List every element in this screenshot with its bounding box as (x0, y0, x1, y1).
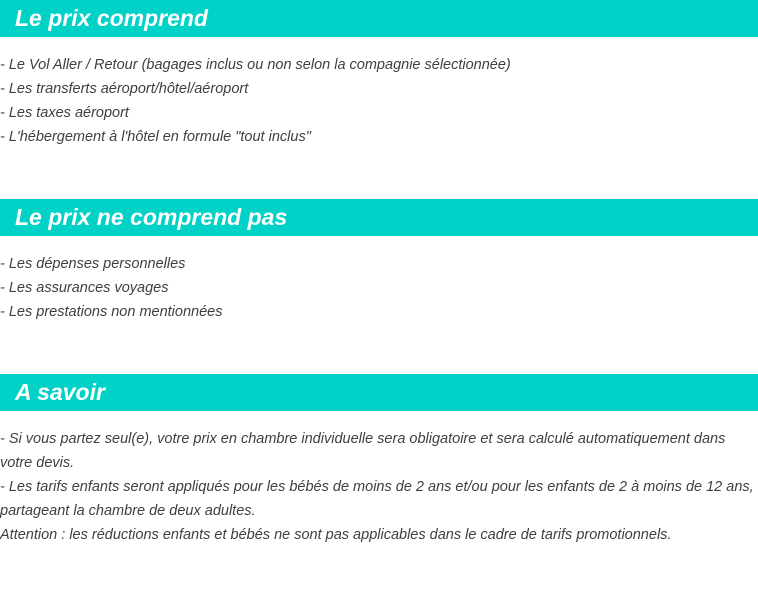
section-title-good-to-know: A savoir (0, 374, 758, 411)
list-item: - Les assurances voyages (0, 280, 169, 296)
list-item: - Le Vol Aller / Retour (bagages inclus ou non selon la compagnie sélectionnée) (0, 57, 511, 73)
section-title-included: Le prix comprend (0, 0, 758, 37)
list-item: - L'hébergement à l'hôtel en formule "tout inclus" (0, 129, 311, 145)
good-to-know-list (0, 427, 756, 547)
list-item: - Si vous partez seul(e), votre prix en chambre individuelle sera obligatoire et sera calculé automatiquement dans votre devis. (0, 431, 726, 471)
list-item: - Les tarifs enfants seront appliqués pour les bébés de moins de 2 ans et/ou pour les enfants de 2 à moins de 12 ans, partageant la chambre de deux adultes. (0, 479, 754, 519)
not-included-list (0, 252, 756, 324)
list-item: - Les taxes aéroport (0, 105, 129, 121)
included-list (0, 53, 756, 149)
list-item: - Les dépenses personnelles (0, 256, 186, 272)
list-item: - Les prestations non mentionnées (0, 304, 223, 320)
list-item: Attention : les réductions enfants et bébés ne sont pas applicables dans le cadre de tarifs promotionnels. (0, 527, 672, 543)
section-title-not-included: Le prix ne comprend pas (0, 199, 758, 236)
list-item: - Les transferts aéroport/hôtel/aéroport (0, 81, 249, 97)
